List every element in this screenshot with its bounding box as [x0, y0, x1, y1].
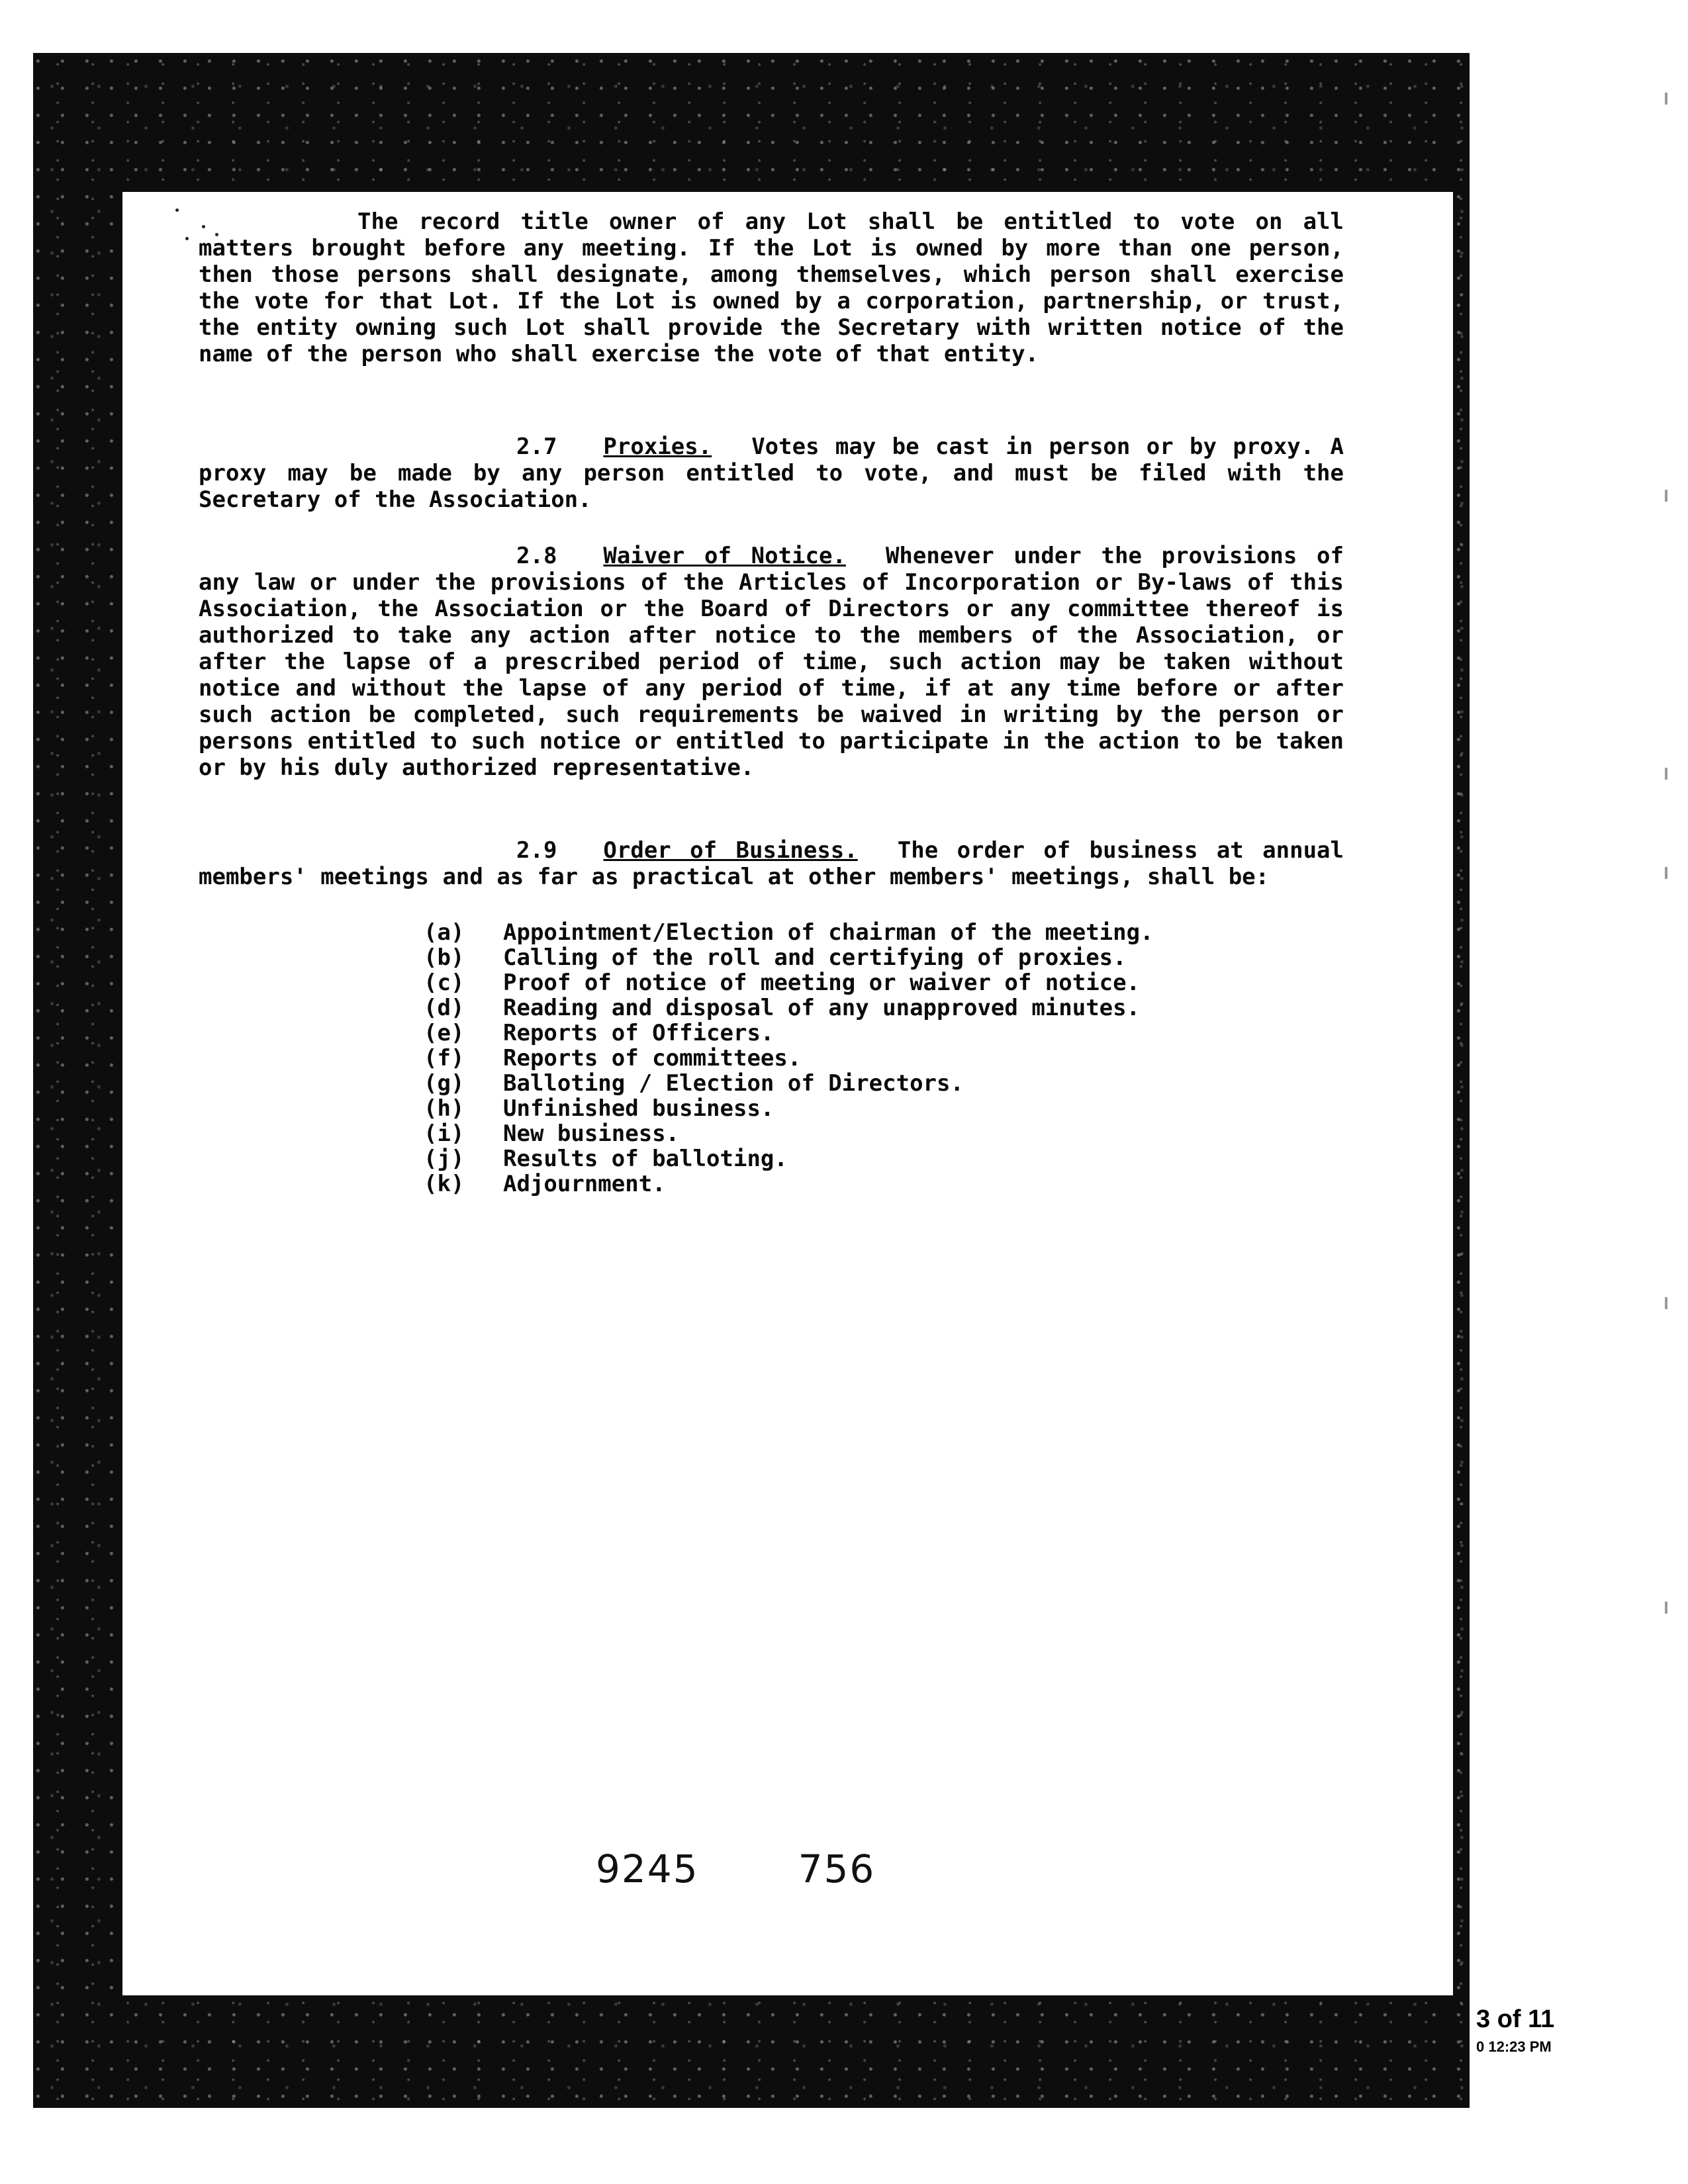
section-paragraph: [199, 837, 1344, 890]
item-letter: (k): [424, 1171, 465, 1197]
item-letter: (f): [424, 1045, 465, 1071]
list-item: [424, 1071, 1154, 1096]
item-letter: (i): [424, 1120, 465, 1147]
print-timestamp: 0 12:23 PM: [1476, 2038, 1552, 2055]
item-text: Calling of the roll and certifying of proxies.: [503, 944, 1127, 971]
item-letter: (b): [424, 944, 465, 971]
list-item: [424, 1121, 1154, 1146]
item-text: Proof of notice of meeting or waiver of notice.: [503, 970, 1141, 996]
item-text: Reports of Officers.: [503, 1020, 774, 1046]
edge-mark: [1665, 768, 1667, 780]
section-text: Whenever under the provisions of any law or under the provisions of the Articles of Incorporation or By-laws of this Association, the Association or the Board of Directors or any committee thereof is authorized to take any action after notice to the members of the Association, or after the lapse of a prescribed period of time, such action may be taken without notice and without the lapse of any period of time, if at any time before or after such action be completed, such requirements be waived in writing by the person or persons entitled to such notice or entitled to participate in the action to be taken or by his duly authorized representative.: [199, 543, 1344, 781]
item-letter: (a): [424, 919, 465, 946]
list-item: [424, 945, 1154, 970]
order-of-business-list: [424, 920, 1154, 1197]
list-item: [424, 1021, 1154, 1046]
list-item: [424, 995, 1154, 1021]
list-item: [424, 1146, 1154, 1171]
record-stamp: [596, 1846, 875, 1891]
edge-mark: [1665, 490, 1667, 502]
section-text: Votes may be cast in person or by proxy. A proxy may be made by any person entitled to vote, and must be filed with the Secretary of the Association.: [199, 433, 1344, 513]
book-number: 9245: [596, 1846, 699, 1891]
section-text: The order of business at annual members' meetings and as far as practical at other members' meetings, shall be:: [199, 837, 1344, 890]
list-item: [424, 970, 1154, 995]
scan-speck: [185, 237, 189, 240]
section-title: Waiver of Notice.: [603, 543, 846, 569]
item-letter: (d): [424, 995, 465, 1021]
edge-mark: [1665, 867, 1667, 879]
item-letter: (e): [424, 1020, 465, 1046]
item-text: New business.: [503, 1120, 680, 1147]
section-number: 2.9: [516, 837, 557, 864]
section-number: 2.7: [516, 433, 557, 460]
edge-mark: [1665, 1297, 1667, 1309]
section-number: 2.8: [516, 543, 557, 569]
item-letter: (g): [424, 1070, 465, 1097]
page-number: 756: [798, 1846, 876, 1891]
list-item: [424, 1096, 1154, 1121]
section-2-9: [199, 837, 1344, 890]
edge-mark: [1665, 93, 1667, 105]
item-text: Reading and disposal of any unapproved minutes.: [503, 995, 1141, 1021]
section-paragraph: [199, 543, 1344, 781]
document-body: [199, 208, 1344, 367]
item-letter: (j): [424, 1146, 465, 1172]
item-letter: (h): [424, 1095, 465, 1122]
list-item: [424, 1046, 1154, 1071]
item-letter: (c): [424, 970, 465, 996]
edge-mark: [1665, 1602, 1667, 1614]
item-text: Reports of committees.: [503, 1045, 802, 1071]
section-2-7: [199, 433, 1344, 513]
section-title: Proxies.: [603, 433, 712, 460]
section-paragraph: [199, 433, 1344, 513]
list-item: [424, 1171, 1154, 1197]
page-counter: 3 of 11: [1476, 2005, 1555, 2033]
scan-speck: [175, 208, 179, 212]
item-text: Results of balloting.: [503, 1146, 788, 1172]
item-text: Unfinished business.: [503, 1095, 774, 1122]
item-text: Balloting / Election of Directors.: [503, 1070, 964, 1097]
item-text: Appointment/Election of chairman of the meeting.: [503, 919, 1154, 946]
list-item: [424, 920, 1154, 945]
item-text: Adjournment.: [503, 1171, 666, 1197]
intro-paragraph: The record title owner of any Lot shall be entitled to vote on all matters brought before any meeting. If the Lot is owned by more than one person, then those persons shall designate, among themselves, which person shall exercise the vote for that Lot. If the Lot is owned by a corporation, partnership, or trust, the entity owning such Lot shall provide the Secretary with written notice of the name of the person who shall exercise the vote of that entity.: [199, 208, 1344, 367]
section-2-8: [199, 543, 1344, 781]
section-title: Order of Business.: [603, 837, 858, 864]
